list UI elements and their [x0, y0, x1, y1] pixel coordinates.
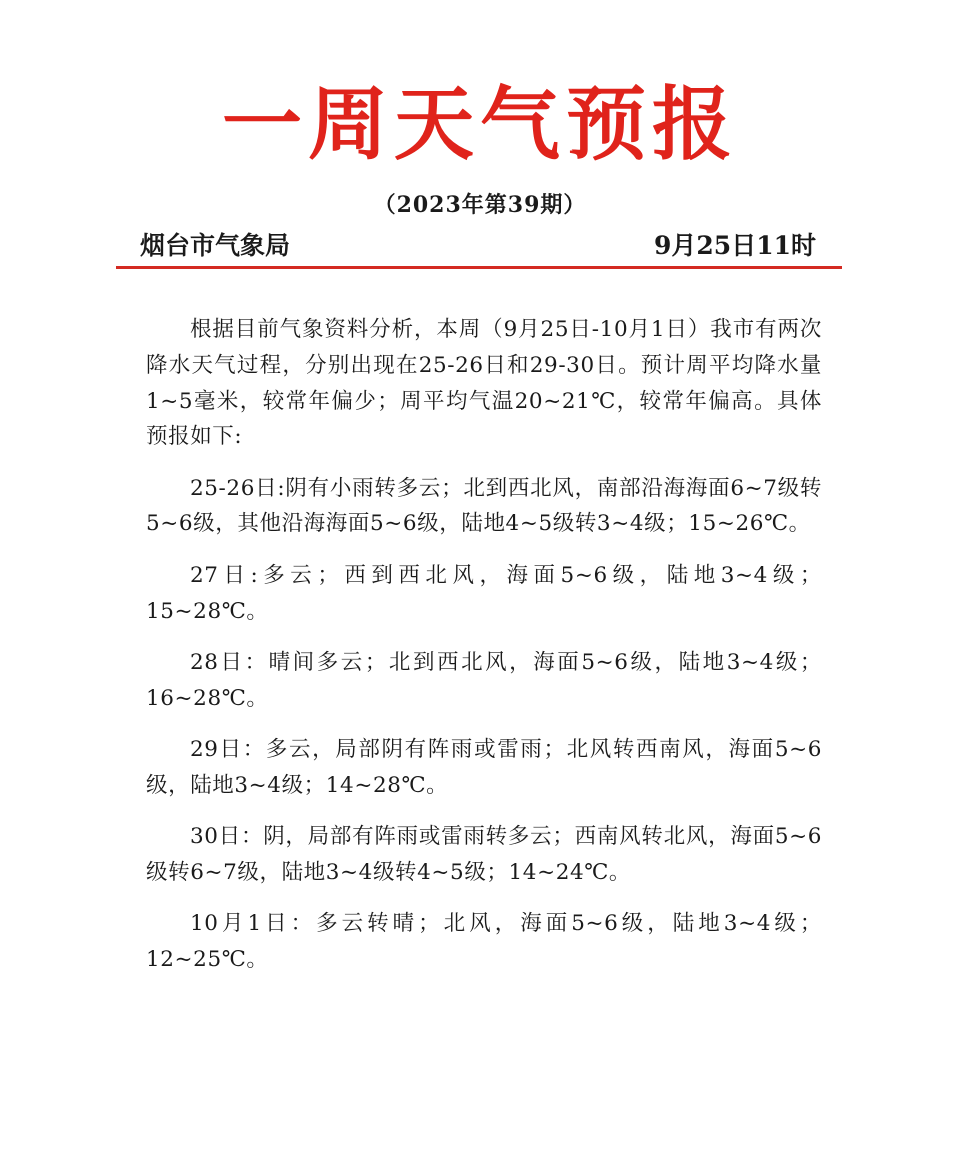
forecast-paragraph-25-26: 25-26日:阴有小雨转多云；北到西北风，南部沿海海面6~7级转5~6级，其他沿海海面5~6级，陆地4~5级转3~4级；15~26℃。	[146, 475, 822, 537]
forecast-paragraph-30: 30日：阴，局部有阵雨或雷雨转多云；西南风转北风，海面5~6级转6~7级，陆地3~4级转4~5级；14~24℃。	[146, 824, 822, 885]
forecast-paragraph-27: 27日:多云；西到西北风，海面5~6级，陆地3~4级；15~28℃。	[146, 562, 822, 624]
forecast-body	[146, 312, 822, 993]
issue-number: （2023年第39期）	[373, 192, 587, 218]
forecast-paragraph-28: 28日：晴间多云；北到西北风，海面5~6级，陆地3~4级；16~28℃。	[146, 649, 822, 711]
masthead-row	[140, 226, 816, 262]
forecast-paragraph-oct-1: 10月1日：多云转晴；北风，海面5~6级，陆地3~4级；12~25℃。	[146, 911, 822, 972]
document-title: 一周天气预报	[222, 77, 738, 171]
publisher-name: 烟台市气象局	[140, 231, 291, 260]
masthead-divider	[116, 266, 842, 269]
summary-paragraph: 根据目前气象资料分析，本周（9月25日-10月1日）我市有两次降水天气过程，分别出现在25-26日和29-30日。预计周平均降水量1~5毫米，较常年偏少；周平均气温20~21℃，较常年偏高。具体预报如下:	[146, 317, 822, 450]
issue-time: 9月25日11时	[654, 231, 816, 260]
forecast-paragraph-29: 29日：多云，局部阴有阵雨或雷雨；北风转西南风，海面5~6级，陆地3~4级；14~28℃。	[146, 736, 822, 798]
